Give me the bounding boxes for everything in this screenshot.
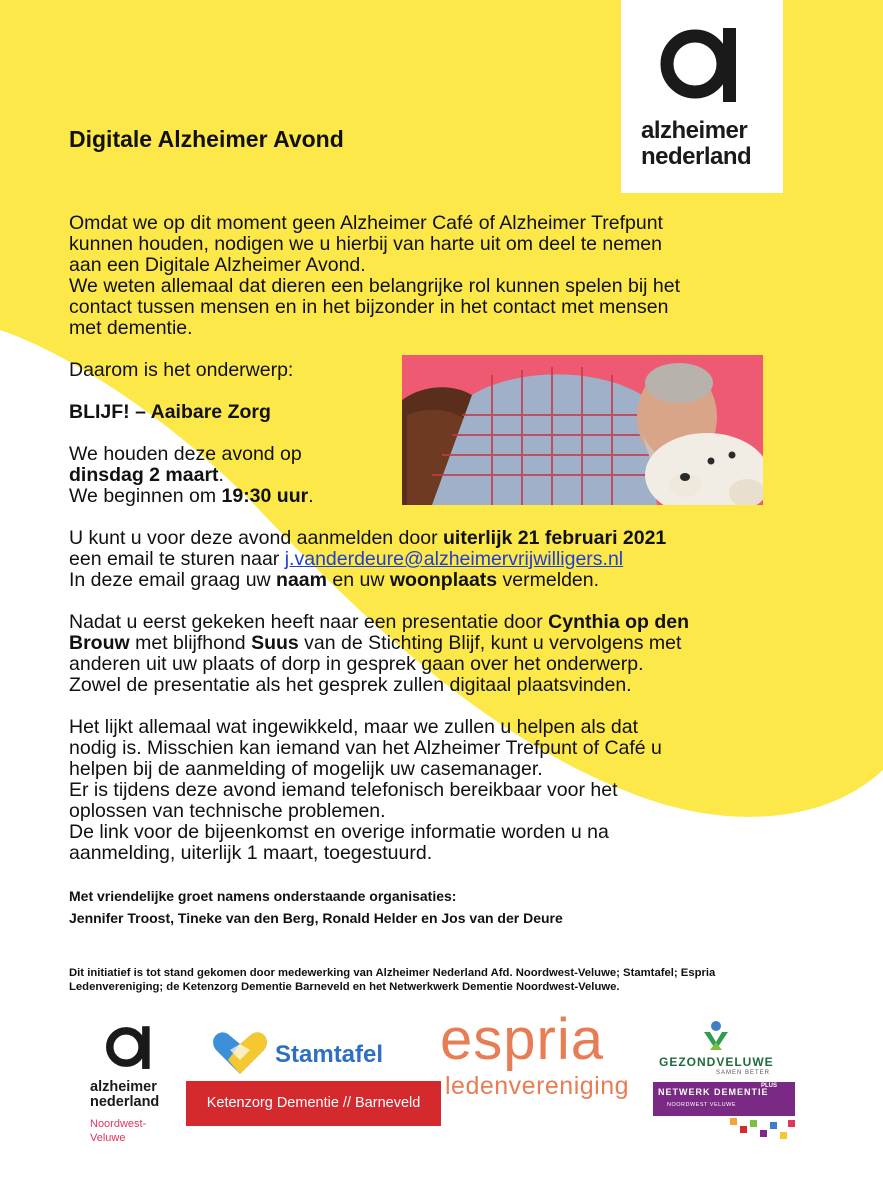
signup-line-2 xyxy=(69,549,623,570)
schedule-line-1: We houden deze avond op xyxy=(69,443,302,465)
espria-logo-text: espria xyxy=(440,1007,604,1072)
topic-name xyxy=(69,402,271,423)
event-date: dinsdag 2 maart xyxy=(69,464,219,486)
email-note-end: vermelden. xyxy=(497,569,600,591)
presenter-name-1: Cynthia op den xyxy=(548,611,690,633)
intro-line-3: aan een Digitale Alzheimer Avond. xyxy=(69,254,366,276)
stamtafel-logo-text: Stamtafel xyxy=(275,1041,384,1068)
logo-text-alzheimer: alzheimer xyxy=(641,117,748,144)
gezond-veluwe-figure-icon xyxy=(700,1020,732,1054)
start-time-suffix: . xyxy=(308,485,314,507)
presentation-lead: Nadat u eerst gekeken heeft naar een presentatie door xyxy=(69,611,549,633)
footer-an-line1: alzheimer xyxy=(90,1079,157,1095)
stamtafel-heart-icon xyxy=(212,1030,268,1076)
intro-line-4: We weten allemaal dat dieren een belangrijke rol kunnen spelen bij het xyxy=(69,275,681,297)
date-suffix: . xyxy=(218,464,224,486)
field-woonplaats: woonplaats xyxy=(389,569,498,591)
help-line-3: helpen bij de aanmelding of mogelijk uw casemanager. xyxy=(69,758,543,780)
schedule-line-3 xyxy=(69,486,314,507)
netwerk-dementie-squares-icon xyxy=(728,1116,798,1146)
presentation-line-3: anderen uit uw plaats of dorp in gesprek gaan over het onderwerp. xyxy=(69,653,644,675)
intro-line-1: Omdat we op dit moment geen Alzheimer Café of Alzheimer Trefpunt xyxy=(69,212,663,234)
intro-line-6: met dementie. xyxy=(69,317,193,339)
email-link[interactable]: j.vanderdeure@alzheimervrijwilligers.nl xyxy=(284,548,624,570)
signup-line-1 xyxy=(69,528,666,549)
signup-deadline: uiterlijk 21 februari 2021 xyxy=(443,527,667,549)
closing-greeting: Met vriendelijke groet namens onderstaande organisaties: xyxy=(69,888,457,904)
email-note-lead: In deze email graag uw xyxy=(69,569,277,591)
presentation-end: van de Stichting Blijf, kunt u vervolgens met xyxy=(298,632,682,654)
signup-line-3 xyxy=(69,570,599,591)
alzheimer-a-icon xyxy=(657,22,747,106)
gezond-veluwe-text: GEZONDVELUWE xyxy=(659,1055,774,1069)
dog-name: Suus xyxy=(251,632,299,654)
help-line-5: oplossen van technische problemen. xyxy=(69,800,386,822)
email-lead: een email te sturen naar xyxy=(69,548,285,570)
footer-an-sub1: Noordwest- xyxy=(90,1118,147,1130)
logo-text-nederland: nederland xyxy=(641,143,752,170)
schedule-line-2 xyxy=(69,465,224,486)
help-line-2: nodig is. Misschien kan iemand van het Alzheimer Trefpunt of Café u xyxy=(69,737,662,759)
presenter-name-2: Brouw xyxy=(69,632,130,654)
footer-alzheimer-logo xyxy=(90,1022,180,1147)
footer-an-line2: nederland xyxy=(90,1094,160,1110)
help-line-1: Het lijkt allemaal wat ingewikkeld, maar we zullen u helpen als dat xyxy=(69,716,639,738)
email-note-mid: en uw xyxy=(327,569,390,591)
help-line-4: Er is tijdens deze avond iemand telefonisch bereikbaar voor het xyxy=(69,779,618,801)
start-time: 19:30 uur xyxy=(221,485,309,507)
field-naam: naam xyxy=(276,569,327,591)
netwerk-dementie-sub: NOORDWEST VELUWE xyxy=(667,1102,737,1108)
topic-lead: Daarom is het onderwerp: xyxy=(69,359,294,381)
alzheimer-nederland-logo xyxy=(621,0,783,193)
footer-an-sub2: Veluwe xyxy=(90,1132,126,1144)
page-title: Digitale Alzheimer Avond xyxy=(69,126,344,152)
presentation-line-1 xyxy=(69,612,689,633)
netwerk-dementie-plus: PLUS xyxy=(761,1083,778,1089)
footer-alzheimer-a-icon xyxy=(104,1022,156,1072)
intro-line-5: contact tussen mensen en in het bijzonder in het contact met mensen xyxy=(69,296,669,318)
presentation-mid: met blijfhond xyxy=(129,632,252,654)
initiative-note: Dit initiatief is tot stand gekomen door medewerking van Alzheimer Nederland Afd. Noordwest-Veluwe; Stamtafel; Espria Ledenvereniging; de Ketenzorg Dementie Barneveld en het Netwerkwerk Dementie Noordwest-Veluwe. xyxy=(69,967,716,993)
netwerk-dementie-text: NETWERK DEMENTIE xyxy=(658,1087,769,1097)
photo-man-with-dog xyxy=(402,355,763,505)
help-line-6: De link voor de bijeenkomst en overige informatie worden u na xyxy=(69,821,609,843)
start-time-lead: We beginnen om xyxy=(69,485,222,507)
help-line-7: aanmelding, uiterlijk 1 maart, toegestuurd. xyxy=(69,842,433,864)
topic-name-text: BLIJF! – Aaibare Zorg xyxy=(69,401,271,423)
gezond-veluwe-sub: SAMEN BETER xyxy=(716,1070,771,1076)
man-with-dog-image xyxy=(402,355,763,505)
signup-lead: U kunt u voor deze avond aanmelden door xyxy=(69,527,443,549)
closing-names: Jennifer Troost, Tineke van den Berg, Ronald Helder en Jos van der Deure xyxy=(69,910,563,926)
espria-ledenvereniging-text: ledenvereniging xyxy=(445,1072,630,1100)
presentation-line-4: Zowel de presentatie als het gesprek zullen digitaal plaatsvinden. xyxy=(69,674,632,696)
intro-line-2: kunnen houden, nodigen we u hierbij van harte uit om deel te nemen xyxy=(69,233,662,255)
presentation-line-2 xyxy=(69,633,681,654)
ketenzorg-logo: Ketenzorg Dementie // Barneveld xyxy=(186,1081,441,1126)
